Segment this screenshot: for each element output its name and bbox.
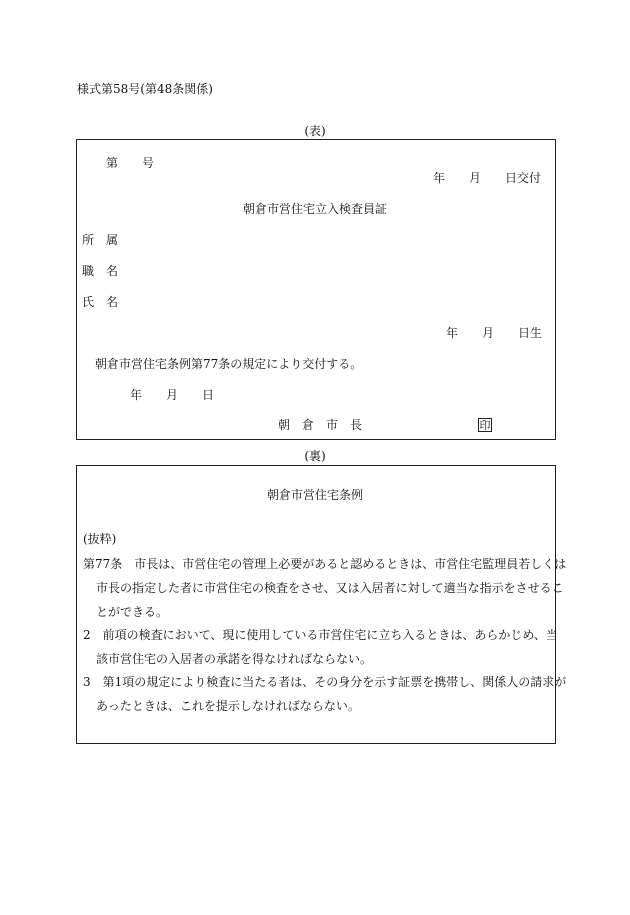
paragraph-2-line: 2 前項の検査において、現に使用している市営住宅に立ち入るときは、あらかじめ、当 (83, 628, 558, 642)
issuance-statement: 朝倉市営住宅条例第77条の規定により交付する。 (95, 357, 363, 371)
excerpt-label: (抜粋) (83, 532, 117, 546)
paragraph-2-continuation: 該市営住宅の入居者の承諾を得なければならない。 (96, 652, 373, 666)
card-number-line: 第 号 (106, 156, 155, 170)
field-label-affiliation: 所 属 (82, 233, 119, 247)
article-77-line: 第77条 市長は、市営住宅の管理上必要があると認めるときは、市営住宅監理員若しくは (83, 557, 567, 571)
issuer-name: 朝 倉 市 長 (278, 418, 363, 432)
article-77-continuation: とができる。 (96, 605, 169, 619)
field-label-position: 職 名 (82, 264, 119, 278)
issue-date-line: 年 月 日交付 (433, 171, 542, 185)
ordinance-title: 朝倉市営住宅条例 (266, 488, 363, 502)
article-77 (83, 552, 567, 624)
statement-date-line: 年 月 日 (130, 388, 215, 402)
card-title: 朝倉市営住宅立入検査員証 (242, 202, 387, 216)
field-label-name: 氏 名 (82, 295, 119, 309)
birth-date-line: 年 月 日生 (446, 326, 543, 340)
back-heading: (裏) (304, 449, 326, 463)
paragraph-3-continuation: あったときは、これを提示しなければならない。 (96, 699, 360, 713)
article-77-paragraph-2 (83, 623, 558, 671)
form-number: 様式第58号(第48条関係) (77, 82, 213, 96)
paragraph-3-line: 3 第1項の規定により検査に当たる者は、その身分を示す証票を携帯し、関係人の請求が (83, 675, 567, 689)
article-77-continuation: 市長の指定した者に市営住宅の検査をさせ、又は入居者に対して適当な指示をさせるこ (96, 581, 564, 595)
article-77-paragraph-3 (83, 670, 567, 718)
front-heading: (表) (304, 124, 326, 138)
seal-box: 印 (479, 419, 491, 432)
